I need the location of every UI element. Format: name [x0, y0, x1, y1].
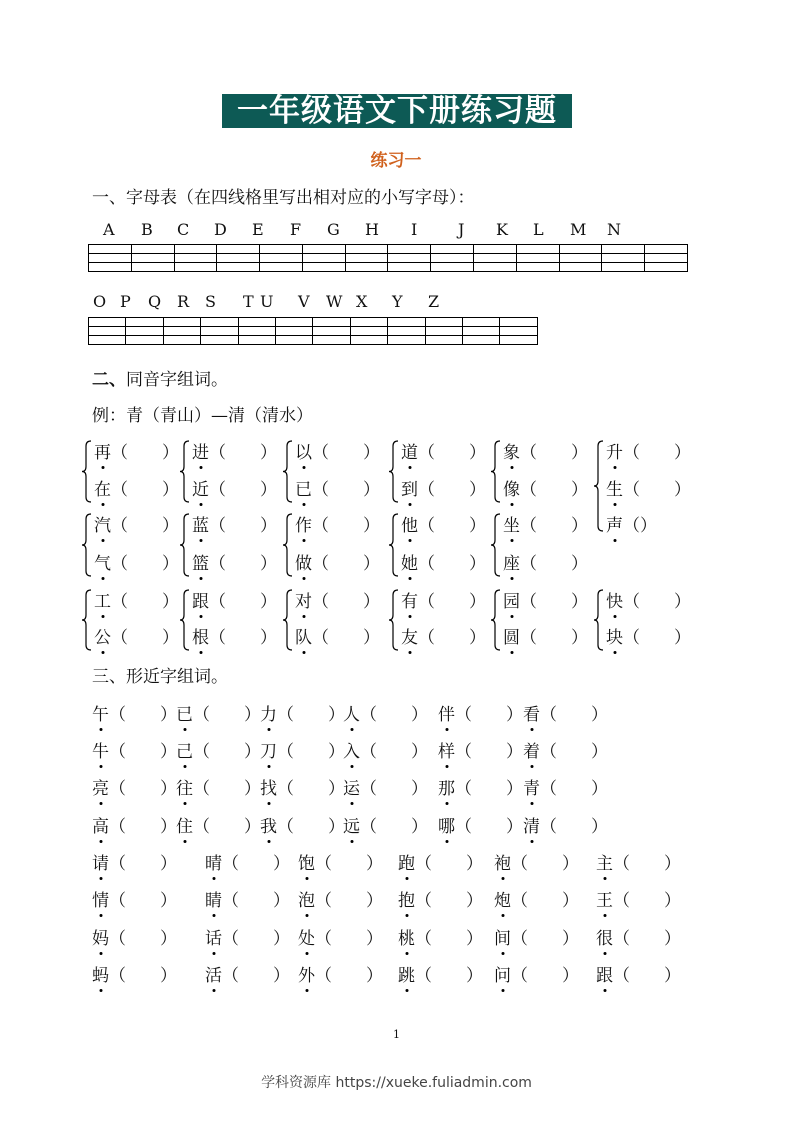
char: 蓝: [192, 511, 209, 536]
char: 快: [606, 587, 623, 612]
char: 袍: [494, 849, 511, 874]
letter-Q: Q: [148, 292, 162, 311]
letter-M: M: [570, 220, 587, 239]
char: 已: [295, 475, 312, 500]
char: 清: [523, 812, 540, 837]
answer-blank[interactable]: （ ）: [455, 779, 523, 799]
letter-R: R: [177, 292, 190, 311]
similar-char-item: [438, 737, 523, 762]
letter-O: O: [93, 292, 107, 311]
char: 篮: [192, 549, 209, 574]
similar-char-item: [92, 812, 177, 837]
similar-char-item: [176, 737, 261, 762]
char: 生: [606, 475, 623, 500]
char: 外: [298, 961, 315, 986]
answer-blank[interactable]: （ ）: [418, 628, 486, 648]
answer-blank[interactable]: （ ）: [613, 929, 681, 949]
letter-K: K: [496, 220, 508, 239]
char: 工: [94, 587, 111, 612]
similar-char-item: [205, 849, 290, 874]
char: 高: [92, 812, 109, 837]
char: 象: [503, 438, 520, 463]
answer-blank[interactable]: （ ）: [415, 854, 483, 874]
similar-char-item: [398, 924, 483, 949]
char: 近: [192, 475, 209, 500]
similar-char-item: [92, 961, 177, 986]
answer-blank[interactable]: （ ）: [193, 742, 261, 762]
char: 进: [192, 438, 209, 463]
answer-blank[interactable]: （ ）: [111, 628, 179, 648]
similar-char-item: [494, 886, 579, 911]
letter-A: A: [103, 220, 115, 239]
answer-blank[interactable]: （ ）: [312, 516, 380, 536]
answer-blank[interactable]: （ ）: [315, 966, 383, 986]
similar-char-item: [260, 737, 345, 762]
char: 青: [523, 774, 540, 799]
similar-char-item: [494, 924, 579, 949]
answer-blank[interactable]: （ ）: [193, 817, 261, 837]
char: 己: [176, 737, 193, 762]
letter-G: G: [327, 220, 340, 239]
char: 处: [298, 924, 315, 949]
similar-char-item: [523, 700, 608, 725]
char: 运: [343, 774, 360, 799]
similar-char-item: [260, 774, 345, 799]
answer-blank[interactable]: （ ）: [111, 592, 179, 612]
char: 升: [606, 438, 623, 463]
similar-char-item: [494, 961, 579, 986]
char: 往: [176, 774, 193, 799]
answer-blank[interactable]: （ ）: [193, 705, 261, 725]
similar-char-item: [298, 849, 383, 874]
answer-blank[interactable]: （ ）: [109, 742, 177, 762]
answer-blank[interactable]: （ ）: [415, 966, 483, 986]
answer-blank[interactable]: （ ）: [623, 592, 691, 612]
similar-char-item: [176, 700, 261, 725]
char: 力: [260, 700, 277, 725]
answer-blank[interactable]: （ ）: [623, 443, 691, 463]
section2-heading: 二、同音字组词。: [92, 370, 228, 390]
similar-char-item: [523, 774, 608, 799]
answer-blank[interactable]: （ ）: [623, 480, 691, 500]
similar-char-item: [596, 924, 681, 949]
letter-T: T: [243, 292, 254, 311]
footer-source: 学科资源库 https://xueke.fuliadmin.com: [261, 1075, 532, 1091]
answer-blank[interactable]: （ ）: [540, 705, 608, 725]
char: 亮: [92, 774, 109, 799]
char: 做: [295, 549, 312, 574]
answer-blank[interactable]: （ ）: [277, 705, 345, 725]
char: 找: [260, 774, 277, 799]
char: 间: [494, 924, 511, 949]
char: 气: [94, 549, 111, 574]
answer-blank[interactable]: （ ）: [222, 929, 290, 949]
char: 队: [295, 623, 312, 648]
answer-blank[interactable]: （ ）: [540, 742, 608, 762]
answer-blank[interactable]: （ ）: [193, 779, 261, 799]
letter-S: S: [205, 292, 216, 311]
exercise-subtitle: 练习一: [370, 151, 422, 171]
similar-char-item: [260, 700, 345, 725]
answer-blank[interactable]: （ ）: [312, 628, 380, 648]
answer-blank[interactable]: （ ）: [520, 592, 588, 612]
letter-J: J: [458, 220, 465, 239]
answer-blank[interactable]: （ ）: [109, 854, 177, 874]
answer-blank[interactable]: （ ）: [520, 480, 588, 500]
similar-char-item: [92, 737, 177, 762]
char: 像: [503, 475, 520, 500]
char: 跟: [596, 961, 613, 986]
answer-blank[interactable]: （ ）: [360, 817, 428, 837]
letter-U: U: [260, 292, 274, 311]
char: 友: [401, 623, 418, 648]
answer-blank[interactable]: （ ）: [418, 480, 486, 500]
char: 抱: [398, 886, 415, 911]
char: 主: [596, 849, 613, 874]
letter-Z: Z: [428, 292, 440, 311]
answer-blank[interactable]: （ ）: [111, 480, 179, 500]
similar-char-item: [523, 737, 608, 762]
similar-char-item: [398, 886, 483, 911]
answer-blank[interactable]: （ ）: [312, 592, 380, 612]
char: 跑: [398, 849, 415, 874]
char: 远: [343, 812, 360, 837]
char: 炮: [494, 886, 511, 911]
answer-blank[interactable]: （ ）: [418, 443, 486, 463]
letter-W: W: [326, 292, 343, 311]
answer-blank[interactable]: （ ）: [277, 817, 345, 837]
answer-blank[interactable]: （ ）: [418, 554, 486, 574]
answer-blank[interactable]: （ ）: [520, 443, 588, 463]
answer-blank[interactable]: （ ）: [360, 705, 428, 725]
answer-blank[interactable]: （ ）: [209, 443, 277, 463]
answer-blank[interactable]: （ ）: [315, 929, 383, 949]
answer-blank[interactable]: （ ）: [109, 966, 177, 986]
answer-blank[interactable]: （ ）: [315, 854, 383, 874]
char: 着: [523, 737, 540, 762]
answer-blank[interactable]: （ ）: [277, 779, 345, 799]
answer-blank[interactable]: （ ）: [520, 554, 588, 574]
char: 泡: [298, 886, 315, 911]
letter-N: N: [607, 220, 621, 239]
char: 问: [494, 961, 511, 986]
similar-char-item: [494, 849, 579, 874]
char: 话: [205, 924, 222, 949]
char: 到: [401, 475, 418, 500]
char: 座: [503, 549, 520, 574]
char: 睛: [205, 886, 222, 911]
letter-H: H: [365, 220, 379, 239]
answer-blank[interactable]: （ ）: [360, 742, 428, 762]
answer-blank[interactable]: （ ）: [418, 592, 486, 612]
similar-char-item: [92, 849, 177, 874]
similar-char-item: [596, 849, 681, 874]
similar-char-item: [438, 812, 523, 837]
char: 园: [503, 587, 520, 612]
answer-blank[interactable]: （ ）: [209, 592, 277, 612]
char: 他: [401, 511, 418, 536]
similar-char-item: [438, 774, 523, 799]
letter-D: D: [214, 220, 227, 239]
similar-char-item: [92, 700, 177, 725]
answer-blank[interactable]: （ ）: [455, 742, 523, 762]
char: 作: [295, 511, 312, 536]
char: 跳: [398, 961, 415, 986]
answer-blank[interactable]: （ ）: [418, 516, 486, 536]
letter-X: X: [356, 292, 368, 311]
letter-F: F: [290, 220, 302, 239]
answer-blank[interactable]: （ ）: [312, 480, 380, 500]
char: 有: [401, 587, 418, 612]
char: 入: [343, 737, 360, 762]
char: 再: [94, 438, 111, 463]
answer-blank[interactable]: （ ）: [511, 929, 579, 949]
answer-blank[interactable]: （ ）: [613, 966, 681, 986]
letter-E: E: [252, 220, 264, 239]
similar-char-item: [205, 886, 290, 911]
char: 以: [295, 438, 312, 463]
answer-blank[interactable]: （ ）: [511, 966, 579, 986]
similar-char-item: [298, 886, 383, 911]
char: 已: [176, 700, 193, 725]
answer-blank[interactable]: （ ）: [111, 554, 179, 574]
answer-blank[interactable]: （ ）: [520, 516, 588, 536]
similar-char-item: [205, 924, 290, 949]
similar-char-item: [205, 961, 290, 986]
answer-blank[interactable]: （ ）: [520, 628, 588, 648]
similar-char-item: [398, 849, 483, 874]
letter-B: B: [141, 220, 153, 239]
similar-char-item: [343, 737, 428, 762]
similar-char-item: [343, 774, 428, 799]
char: 午: [92, 700, 109, 725]
section3-heading: 三、形近字组词。: [92, 667, 228, 687]
answer-blank[interactable]: （ ）: [222, 854, 290, 874]
char: 牛: [92, 737, 109, 762]
letter-Y: Y: [392, 292, 403, 311]
char: 晴: [205, 849, 222, 874]
answer-blank[interactable]: （ ）: [623, 628, 691, 648]
answer-blank[interactable]: （ ）: [209, 516, 277, 536]
char: 汽: [94, 511, 111, 536]
similar-char-item: [523, 812, 608, 837]
similar-char-item: [298, 924, 383, 949]
char: 桃: [398, 924, 415, 949]
char: 饱: [298, 849, 315, 874]
char: 样: [438, 737, 455, 762]
letter-C: C: [177, 220, 190, 239]
char: 请: [92, 849, 109, 874]
char: 道: [401, 438, 418, 463]
answer-blank[interactable]: （ ）: [511, 891, 579, 911]
answer-blank[interactable]: （ ）: [540, 817, 608, 837]
similar-char-item: [398, 961, 483, 986]
similar-char-item: [596, 961, 681, 986]
char: 声: [606, 511, 623, 536]
section1-heading: 一、字母表（在四线格里写出相对应的小写字母）：: [92, 188, 475, 208]
answer-blank[interactable]: （ ）: [109, 705, 177, 725]
char: 跟: [192, 587, 209, 612]
char: 块: [606, 623, 623, 648]
similar-char-item: [92, 886, 177, 911]
answer-blank[interactable]: （ ）: [209, 628, 277, 648]
char: 坐: [503, 511, 520, 536]
answer-blank[interactable]: （ ）: [109, 779, 177, 799]
char: 哪: [438, 812, 455, 837]
char: 情: [92, 886, 109, 911]
letter-L: L: [533, 220, 544, 239]
char: 她: [401, 549, 418, 574]
letter-V: V: [298, 292, 310, 311]
answer-blank[interactable]: （ ）: [111, 516, 179, 536]
char: 看: [523, 700, 540, 725]
char: 在: [94, 475, 111, 500]
char: 人: [343, 700, 360, 725]
char: 蚂: [92, 961, 109, 986]
answer-blank[interactable]: （ ）: [415, 891, 483, 911]
answer-blank[interactable]: （ ）: [613, 854, 681, 874]
char: 圆: [503, 623, 520, 648]
char: 根: [192, 623, 209, 648]
char: 我: [260, 812, 277, 837]
char: 那: [438, 774, 455, 799]
answer-blank[interactable]: （ ）: [277, 742, 345, 762]
answer-blank[interactable]: （ ）: [455, 705, 523, 725]
answer-blank[interactable]: （ ）: [109, 817, 177, 837]
similar-char-item: [92, 774, 177, 799]
answer-blank[interactable]: （ ）: [209, 480, 277, 500]
answer-blank[interactable]: （ ）: [613, 891, 681, 911]
answer-blank[interactable]: （ ）: [540, 779, 608, 799]
answer-blank[interactable]: （ ）: [315, 891, 383, 911]
page-number: 1: [393, 1028, 400, 1041]
answer-blank[interactable]: （ ）: [312, 443, 380, 463]
char: 王: [596, 886, 613, 911]
answer-blank[interactable]: （）: [623, 516, 657, 536]
similar-char-item: [176, 774, 261, 799]
char: 妈: [92, 924, 109, 949]
answer-blank[interactable]: （ ）: [209, 554, 277, 574]
letter-P: P: [120, 292, 131, 311]
similar-char-item: [92, 924, 177, 949]
answer-blank[interactable]: （ ）: [222, 966, 290, 986]
char: 伴: [438, 700, 455, 725]
answer-blank[interactable]: （ ）: [511, 854, 579, 874]
similar-char-item: [298, 961, 383, 986]
answer-blank[interactable]: （ ）: [222, 891, 290, 911]
char: 公: [94, 623, 111, 648]
similar-char-item: [596, 886, 681, 911]
page-title: 一年级语文下册练习题: [222, 94, 572, 128]
similar-char-item: [343, 812, 428, 837]
answer-blank[interactable]: （ ）: [111, 443, 179, 463]
similar-char-item: [343, 700, 428, 725]
char: 对: [295, 587, 312, 612]
example-line: 例：青（青山）—清（清水）: [92, 406, 313, 426]
similar-char-item: [438, 700, 523, 725]
char: 住: [176, 812, 193, 837]
similar-char-item: [176, 812, 261, 837]
answer-blank[interactable]: （ ）: [109, 891, 177, 911]
similar-char-item: [260, 812, 345, 837]
answer-blank[interactable]: （ ）: [109, 929, 177, 949]
letter-I: I: [411, 220, 418, 239]
answer-blank[interactable]: （ ）: [312, 554, 380, 574]
section2-heading-text: 同音字组词。: [126, 370, 228, 390]
char: 活: [205, 961, 222, 986]
char: 很: [596, 924, 613, 949]
char: 刀: [260, 737, 277, 762]
answer-blank[interactable]: （ ）: [360, 779, 428, 799]
answer-blank[interactable]: （ ）: [455, 817, 523, 837]
answer-blank[interactable]: （ ）: [415, 929, 483, 949]
